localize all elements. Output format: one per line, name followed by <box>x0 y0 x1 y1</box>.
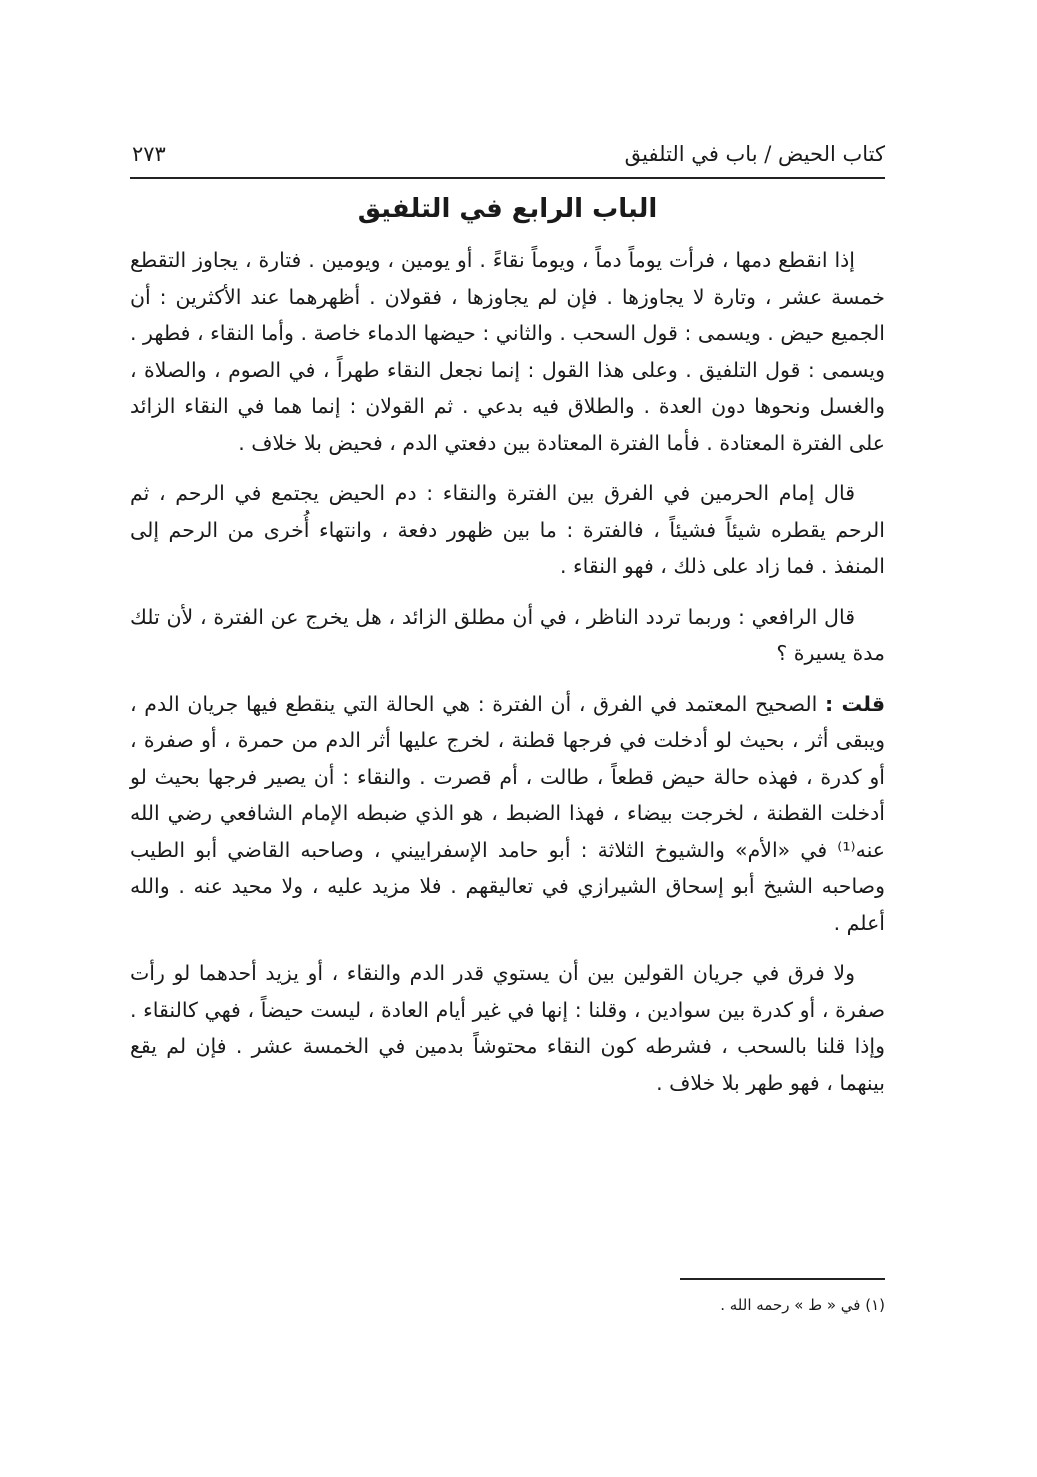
paragraph-3 <box>130 599 885 672</box>
paragraph-1 <box>130 242 885 461</box>
body-text <box>130 242 885 1115</box>
footnote-divider <box>680 1278 885 1280</box>
chapter-title: الباب الرابع في التلفيق <box>357 194 658 224</box>
paragraph-lead: قلت : <box>825 691 885 716</box>
paragraph-5 <box>130 955 885 1101</box>
paragraph-text: قال الرافعي : وربما تردد الناظر ، في أن مطلق الزائد ، هل يخرج عن الفترة ، لأن تلك مدة يسيرة ؟ <box>130 604 885 665</box>
paragraph-2 <box>130 475 885 585</box>
paragraph-4 <box>130 686 885 942</box>
paragraph-text: إذا انقطع دمها ، فرأت يوماً دماً ، ويوماً نقاءً . أو يومين ، ويومين . فتارة ، يجاوز التقطع خمسة عشر ، وتارة لا يجاوزها . فإن لم يجاوزها ، فقولان . أظهرهما عند الأكثرين : أن الجميع حيض . ويسمى : قول السحب . والثاني : حيضها الدماء خاصة . وأما النقاء ، فطهر . ويسمى : قول التلفيق . وعلى هذا القول : إنما نجعل النقاء طهراً ، في الصوم ، والصلاة ، والغسل ونحوها دون العدة . والطلاق فيه بدعي . ثم القولان : إنما هما في النقاء الزائد على الفترة المعتادة . فأما الفترة المعتادة بين دفعتي الدم ، فحيض بلا خلاف . <box>130 248 885 455</box>
paragraph-text: ولا فرق في جريان القولين بين أن يستوي قدر الدم والنقاء ، أو يزيد أحدهما لو رأت صفرة ، أو كدرة بين سوادين ، وقلنا : إنها في غير أيام العادة ، ليست حيضاً ، فهي كالنقاء . وإذا قلنا بالسحب ، فشرطه كون النقاء محتوشاً بدمين في الخمسة عشر . فإن لم يقع بينهما ، فهو طهر بلا خلاف . <box>130 961 885 1095</box>
header-divider <box>130 177 885 179</box>
header-title: كتاب الحيض / باب في التلفيق <box>624 142 885 166</box>
paragraph-text: الصحيح المعتمد في الفرق ، أن الفترة : هي الحالة التي ينقطع فيها جريان الدم ، ويبقى أثر ، بحيث لو أدخلت في فرجها قطنة ، لخرج عليها أثر الدم من حمرة ، أو صفرة ، أو كدرة ، فهذه حالة حيض قطعاً ، طالت ، أم قصرت . والنقاء : أن يصير فرجها بحيث لو أدخلت القطنة ، لخرجت بيضاء ، فهذا الضبط ، هو الذي ضبطه الإمام الشافعي رضي الله عنه⁽¹⁾ في «الأم» والشيوخ الثلاثة : أبو حامد الإسفراييني ، وصاحبه القاضي أبو الطيب وصاحبه الشيخ أبو إسحاق الشيرازي في تعاليقهم . فلا مزيد عليه ، ولا محيد عنه . والله أعلم . <box>130 691 885 935</box>
page-number: ٢٧٣ <box>132 142 166 166</box>
footnote: (١) في « ط » رحمه الله . <box>720 1296 885 1314</box>
paragraph-text: قال إمام الحرمين في الفرق بين الفترة والنقاء : دم الحيض يجتمع في الرحم ، ثم الرحم يقطره شيئاً فشيئاً ، فالفترة : ما بين ظهور دفعة ، وانتهاء أُخرى من الرحم إلى المنفذ . فما زاد على ذلك ، فهو النقاء . <box>130 481 885 578</box>
running-header <box>130 140 885 176</box>
